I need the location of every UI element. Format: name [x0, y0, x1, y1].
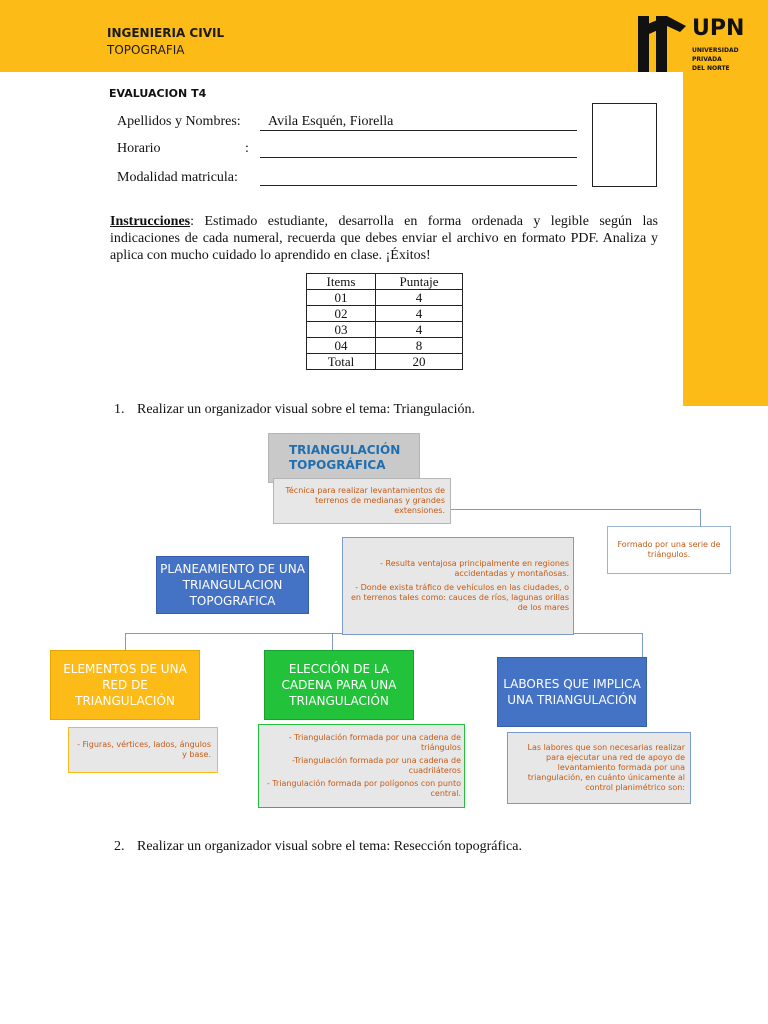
- table-row: [307, 306, 463, 322]
- score-cell: 20: [376, 354, 463, 370]
- formed-by-box: [607, 526, 731, 574]
- chain-desc-box: [258, 724, 465, 808]
- table-header-row: [307, 274, 463, 290]
- chain-desc-text-2: -Triangulación formada por una cadena de cuadriláteros: [291, 756, 461, 775]
- planning-text: PLANEAMIENTO DE UNA TRIANGULACION TOPOGRAFICA: [160, 562, 305, 608]
- table-row: [307, 322, 463, 338]
- chain-text: ELECCIÓN DE LA CADENA PARA UNA TRIANGULACIÓN: [281, 662, 397, 708]
- header-items: Items: [307, 274, 376, 290]
- chain-box: [264, 650, 414, 720]
- name-value[interactable]: Avila Esquén, Fiorella: [268, 114, 394, 129]
- header-score: Puntaje: [376, 274, 463, 290]
- item-cell: 04: [307, 338, 376, 354]
- item-cell: 02: [307, 306, 376, 322]
- mode-field[interactable]: [260, 185, 577, 186]
- table-row: [307, 354, 463, 370]
- course-title: INGENIERIA CIVIL: [107, 26, 225, 40]
- title-text: TRIANGULACIÓN TOPOGRÁFICA: [289, 443, 401, 472]
- elements-box: [50, 650, 200, 720]
- name-line: [260, 130, 577, 131]
- chain-desc-text-1: - Triangulación formada por una cadena de triángulos: [288, 733, 461, 752]
- triangulation-diagram: [40, 430, 740, 815]
- instructions: [110, 213, 658, 264]
- score-cell: 4: [376, 306, 463, 322]
- score-cell: 4: [376, 290, 463, 306]
- mode-label: Modalidad matricula:: [117, 170, 238, 185]
- evaluation-title: EVALUACION T4: [109, 87, 207, 100]
- course-subtitle: TOPOGRAFIA: [107, 43, 185, 57]
- instructions-heading: Instrucciones: [110, 214, 191, 229]
- elements-desc-box: [68, 727, 218, 773]
- question-1-text: Realizar un organizador visual sobre el tema: Triangulación.: [137, 402, 475, 417]
- title-box: [268, 433, 420, 483]
- logo-line3: DEL NORTE: [692, 65, 730, 72]
- schedule-field[interactable]: [260, 157, 577, 158]
- advantages-text-2: - Donde exista tráfico de vehículos en las ciudades, o en terrenos tales como: cauces de ríos, lagunas orillas de los mares: [350, 583, 569, 612]
- connector: [125, 633, 126, 650]
- question-1-number: 1.: [114, 402, 125, 417]
- advantages-box: [342, 537, 574, 635]
- item-cell: Total: [307, 354, 376, 370]
- instructions-text: : Estimado estudiante, desarrolla en forma ordenada y legible según las indicaciones de cada numeral, recuerda que debes enviar el archivo en formato PDF. Analiza y aplica con mucho cuidado lo aprendido en clase. ¡Éxitos!: [110, 214, 658, 263]
- definition-text: Técnica para realizar levantamientos de terrenos de medianas y grandes extensiones.: [285, 486, 445, 515]
- advantages-text-1: - Resulta ventajosa principalmente en regiones accidentadas y montañosas.: [380, 559, 569, 578]
- table-row: [307, 338, 463, 354]
- labors-desc-box: [507, 732, 691, 804]
- score-cell: 4: [376, 322, 463, 338]
- connector: [332, 633, 333, 650]
- planning-box: [156, 556, 309, 614]
- schedule-colon: :: [245, 141, 249, 156]
- labors-box: [497, 657, 647, 727]
- logo-line1: UNIVERSIDAD: [692, 47, 739, 54]
- connector: [642, 633, 643, 657]
- score-table: [306, 273, 463, 370]
- chain-desc-text-3: - Triangulación formada por polígonos con punto central.: [266, 779, 461, 798]
- schedule-label: Horario: [117, 141, 161, 156]
- definition-box: [273, 478, 451, 524]
- table-row: [307, 290, 463, 306]
- elements-desc-text: - Figuras, vértices, lados, ángulos y base.: [77, 740, 211, 759]
- question-2-text: Realizar un organizador visual sobre el tema: Resección topográfica.: [137, 839, 522, 854]
- connector: [450, 509, 701, 510]
- name-label: Apellidos y Nombres:: [117, 114, 241, 129]
- item-cell: 03: [307, 322, 376, 338]
- labors-text: LABORES QUE IMPLICA UNA TRIANGULACIÓN: [503, 677, 641, 707]
- formed-by-text: Formado por una serie de triángulos.: [617, 540, 721, 559]
- logo-acronym: UPN: [692, 16, 745, 41]
- item-cell: 01: [307, 290, 376, 306]
- photo-box: [592, 103, 657, 187]
- elements-text: ELEMENTOS DE UNA RED DE TRIANGULACIÓN: [63, 662, 187, 708]
- upn-logo: [634, 14, 768, 78]
- question-2-number: 2.: [114, 839, 125, 854]
- side-band: [683, 72, 768, 406]
- score-cell: 8: [376, 338, 463, 354]
- labors-desc-text: Las labores que son necesarias realizar para ejecutar una red de apoyo de levantamiento formada por una triangulación, en cuánto únicamente al control planimétrico son:: [527, 743, 685, 792]
- logo-line2: PRIVADA: [692, 56, 722, 63]
- upn-mark-icon: [634, 14, 686, 74]
- connector: [700, 509, 701, 526]
